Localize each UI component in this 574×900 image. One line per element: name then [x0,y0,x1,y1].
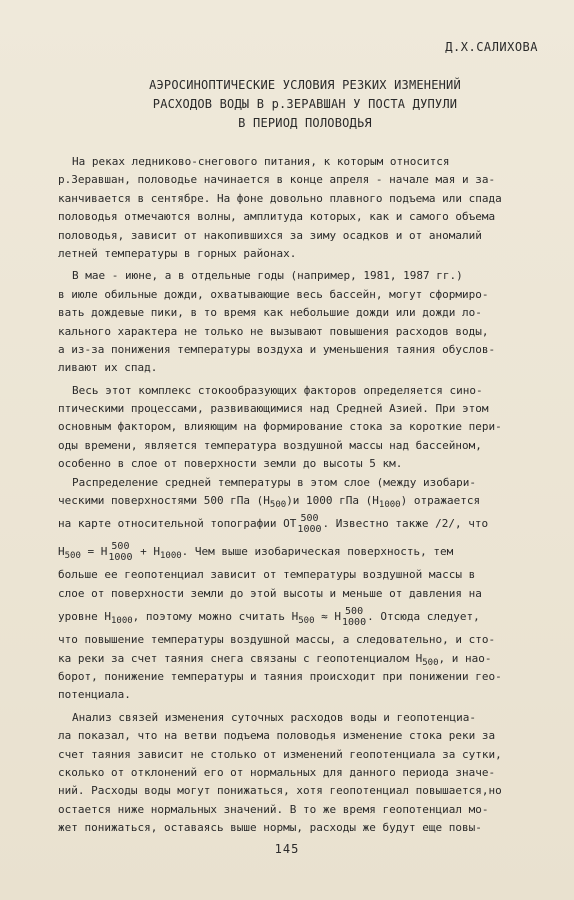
text-line: ливают их спад. [58,361,158,375]
text-line: что повышение температуры воздушной массы, а следовательно, и сто- [58,633,496,647]
text-line: Анализ связей изменения суточных расходов воды и геопотенциа- [72,710,476,724]
text-line: потенциала. [58,688,131,702]
formula-line: уровне $H_{1000}$, поэтому можно считать $H_{500} \approx H$ 500 1000 . Отсюда следует, [58,606,480,629]
text-line: счет таяния зависит не столько от изменений геопотенциала за сутки, [58,747,502,761]
title-line: РАСХОДОВ ВОДЫ В р.ЗЕРАВШАН У ПОСТА ДУПУЛИ [152,97,458,111]
text-line: сколько от отклонений его от нормальных для данного периода значе- [58,765,496,779]
text-line: летней температуры в горных районах. [58,246,297,260]
author-name: Д.Х.САЛИХОВА [445,40,538,54]
text-line: особенно в слое от поверхности земли до высоты 5 км. [58,457,403,471]
text-line: ний. Расходы воды могут понижаться, хотя геопотенциал повышается,но [58,784,502,798]
text-line: Распределение средней температуры в этом слое (между изобари- [72,475,476,489]
text-line: остается ниже нормальных значений. В то же время геопотенциал мо- [58,802,489,816]
text-line: оды времени, является температура воздушной массы над бассейном, [58,438,482,452]
text-line: основным фактором, влияющим на формирование стока за короткие пери- [58,420,502,434]
text-line: птическими процессами, развивающимися над Средней Азией. При этом [58,402,489,416]
text-line: больше ее геопотенциал зависит от температуры воздушной массы в [58,568,476,582]
subscript: 1000 [110,616,133,627]
text-line: вать дождевые пики, в то время как небольшие дожди или дожди ло- [58,306,482,320]
text-line: а из-за понижения температуры воздуха и уменьшения таяния обуслов- [58,342,496,356]
subscript: 500 [422,657,439,668]
title-line: АЭРОСИНОПТИЧЕСКИЕ УСЛОВИЯ РЕЗКИХ ИЗМЕНЕНИЙ [149,78,461,92]
fraction: 500 1000 [297,513,322,536]
subscript: 500 [269,500,287,511]
formula-line: $H_{500} = H$ 500 1000 + $H_{1000}$. Чем выше изобарическая поверхность, тем [58,541,454,564]
text-line: ка реки за счет таяния снега связаны с геопотенциалом $H_{500}$, и нао- [58,651,492,668]
text-line: канчивается в сентябре. На фоне довольно плавного подъема или спада [58,191,502,205]
text-line: борот, понижение температуры и таяния происходит при понижении гео- [58,669,502,683]
article-title [58,76,544,133]
text-line: В мае - июне, а в отдельные годы (например, 1981, 1987 гг.) [72,269,463,283]
text-line: слое от поверхности земли до этой высоты и меньше от давления на [58,586,482,600]
text-line: На реках ледниково-снегового питания, к которым относится [72,155,450,168]
text-line: жет понижаться, оставаясь выше нормы, расходы же будут еще повы- [58,821,482,835]
text-line: Весь этот комплекс стокообразующих факторов определяется сино- [72,383,483,397]
text-line: половодья отмечаются волны, амплитуда которых, как и самого объема [58,210,496,224]
formula-line: на карте относительной топографии OT 500 1000 . Известно также /2/, что [58,513,489,536]
text-line: р.Зеравшан, половодье начинается в конце апреля - начале мая и за- [58,173,496,187]
fraction: 500 1000 [108,541,133,564]
subscript: 500 [298,616,315,627]
page-number: 145 [274,842,300,856]
fraction: 500 1000 [342,606,367,629]
text-line: ла показал, что на ветви подъема половодья изменение стока реки за [58,729,496,743]
text-line: в июле обильные дожди, охватывающие весь бассейн, могут сформиро- [58,287,489,301]
text-line: ческими поверхностями 500 гПа $(H_{500})и$ 1000 гПа $(H_{1000})$ отражается [58,494,481,511]
text-line: половодья, зависит от накопившихся за зиму осадков и от аномалий [58,228,482,242]
title-line: В ПЕРИОД ПОЛОВОДЬЯ [238,116,372,130]
subscript: 1000 [378,500,401,511]
subscript: 1000 [159,551,182,562]
text-line: кального характера не только не вызывают повышения расходов воды, [58,324,489,338]
subscript: 500 [64,551,81,562]
article-body [58,153,544,838]
